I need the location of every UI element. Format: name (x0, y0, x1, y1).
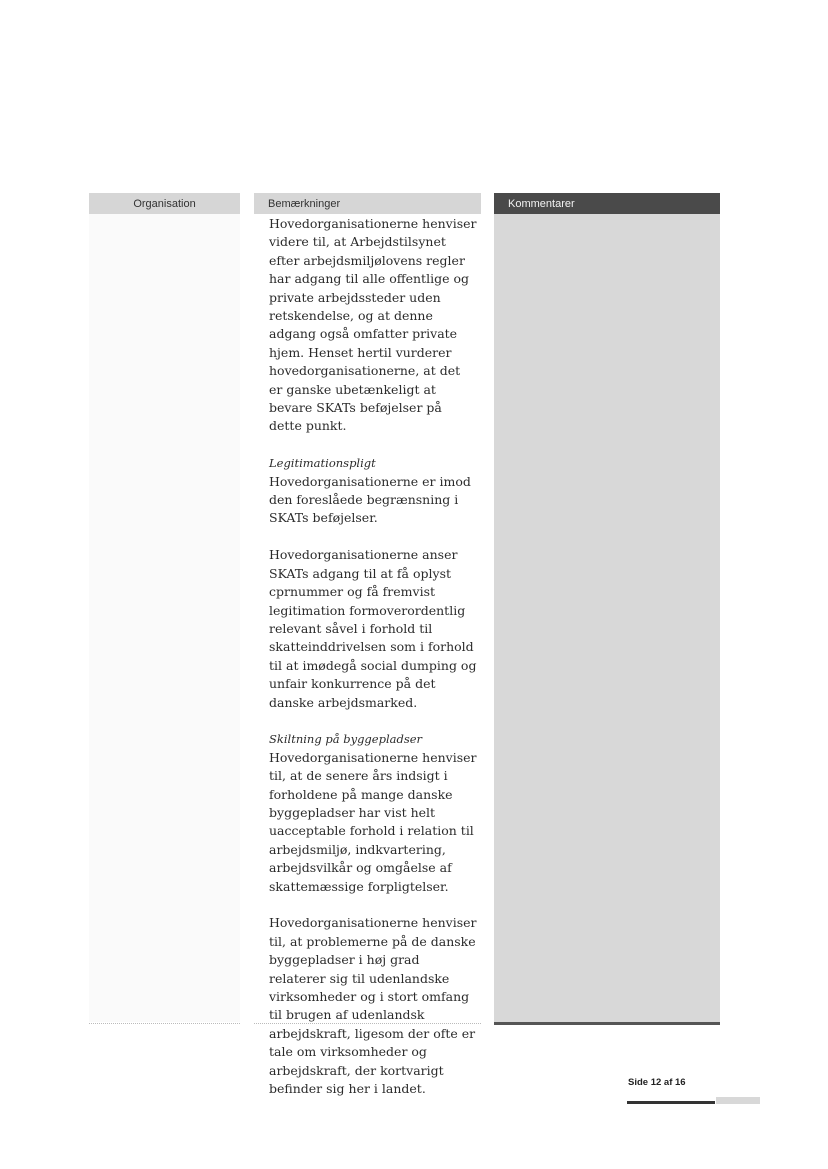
section-heading-legitimationspligt: Legitimationspligt (269, 456, 376, 471)
paragraph (269, 454, 477, 528)
paragraph: Hovedorganisationerne henviser videre til, at Arbejdstilsynet efter arbejdsmiljølovens regler har adgang til alle offentlige og private arbejdssteder uden retskendelse, og at denne adgang også omfatter private hjem. Henset hertil vurderer hovedorganisationerne, at det er ganske ubetænkeligt at bevare SKATs beføjelser på dette punkt. (269, 216, 477, 434)
page-number: Side 12 af 16 (628, 1077, 686, 1088)
bemaerkninger-column-text (269, 215, 477, 1117)
page-progress-bar (627, 1101, 715, 1104)
kommentarer-column-body (494, 214, 720, 1022)
paragraph-text: Hovedorganisationerne henviser til, at de senere års indsigt i forholdene på mange danske byggepladser har vist helt uacceptable forhold i relation til arbejdsmiljø, indkvartering, arbejdsvilkår og omgåelse af skattemæssige forpligtelser. (269, 749, 477, 894)
paragraph-text: Hovedorganisationerne er imod den foreslåede begrænsning i SKATs beføjelser. (269, 473, 471, 526)
organisation-column-body (89, 214, 240, 1022)
page-progress-remainder (716, 1097, 760, 1104)
column-header-organisation (89, 193, 240, 214)
kommentarer-bottom-rule (494, 1022, 720, 1025)
column-header-organisation-label: Organisation (133, 197, 196, 210)
section-heading-skiltning: Skiltning på byggepladser (269, 732, 423, 747)
column-header-bemaerkninger-label: Bemærkninger (268, 197, 341, 210)
paragraph: Hovedorganisationerne anser SKATs adgang til at få oplyst cprnummer og få fremvist legitimation formoverordentlig relevant såvel i forhold til skatteinddrivelsen som i forhold til at imødegå social dumping og unfair konkurrence på det danske arbejdsmarked. (269, 547, 477, 710)
column-header-kommentarer-label: Kommentarer (508, 197, 575, 210)
organisation-bottom-rule (89, 1023, 240, 1024)
paragraph: Hovedorganisationerne henviser til, at problemerne på de danske byggepladser i høj grad relaterer sig til udenlandske virksomheder og i stort omfang til brugen af udenlandsk arbejdskraft, ligesom der ofte er tale om virksomheder og arbejdskraft, der kortvarigt befinder sig her i landet. (269, 915, 477, 1097)
paragraph (269, 730, 477, 896)
column-header-kommentarer (494, 193, 720, 214)
column-header-bemaerkninger (254, 193, 481, 214)
